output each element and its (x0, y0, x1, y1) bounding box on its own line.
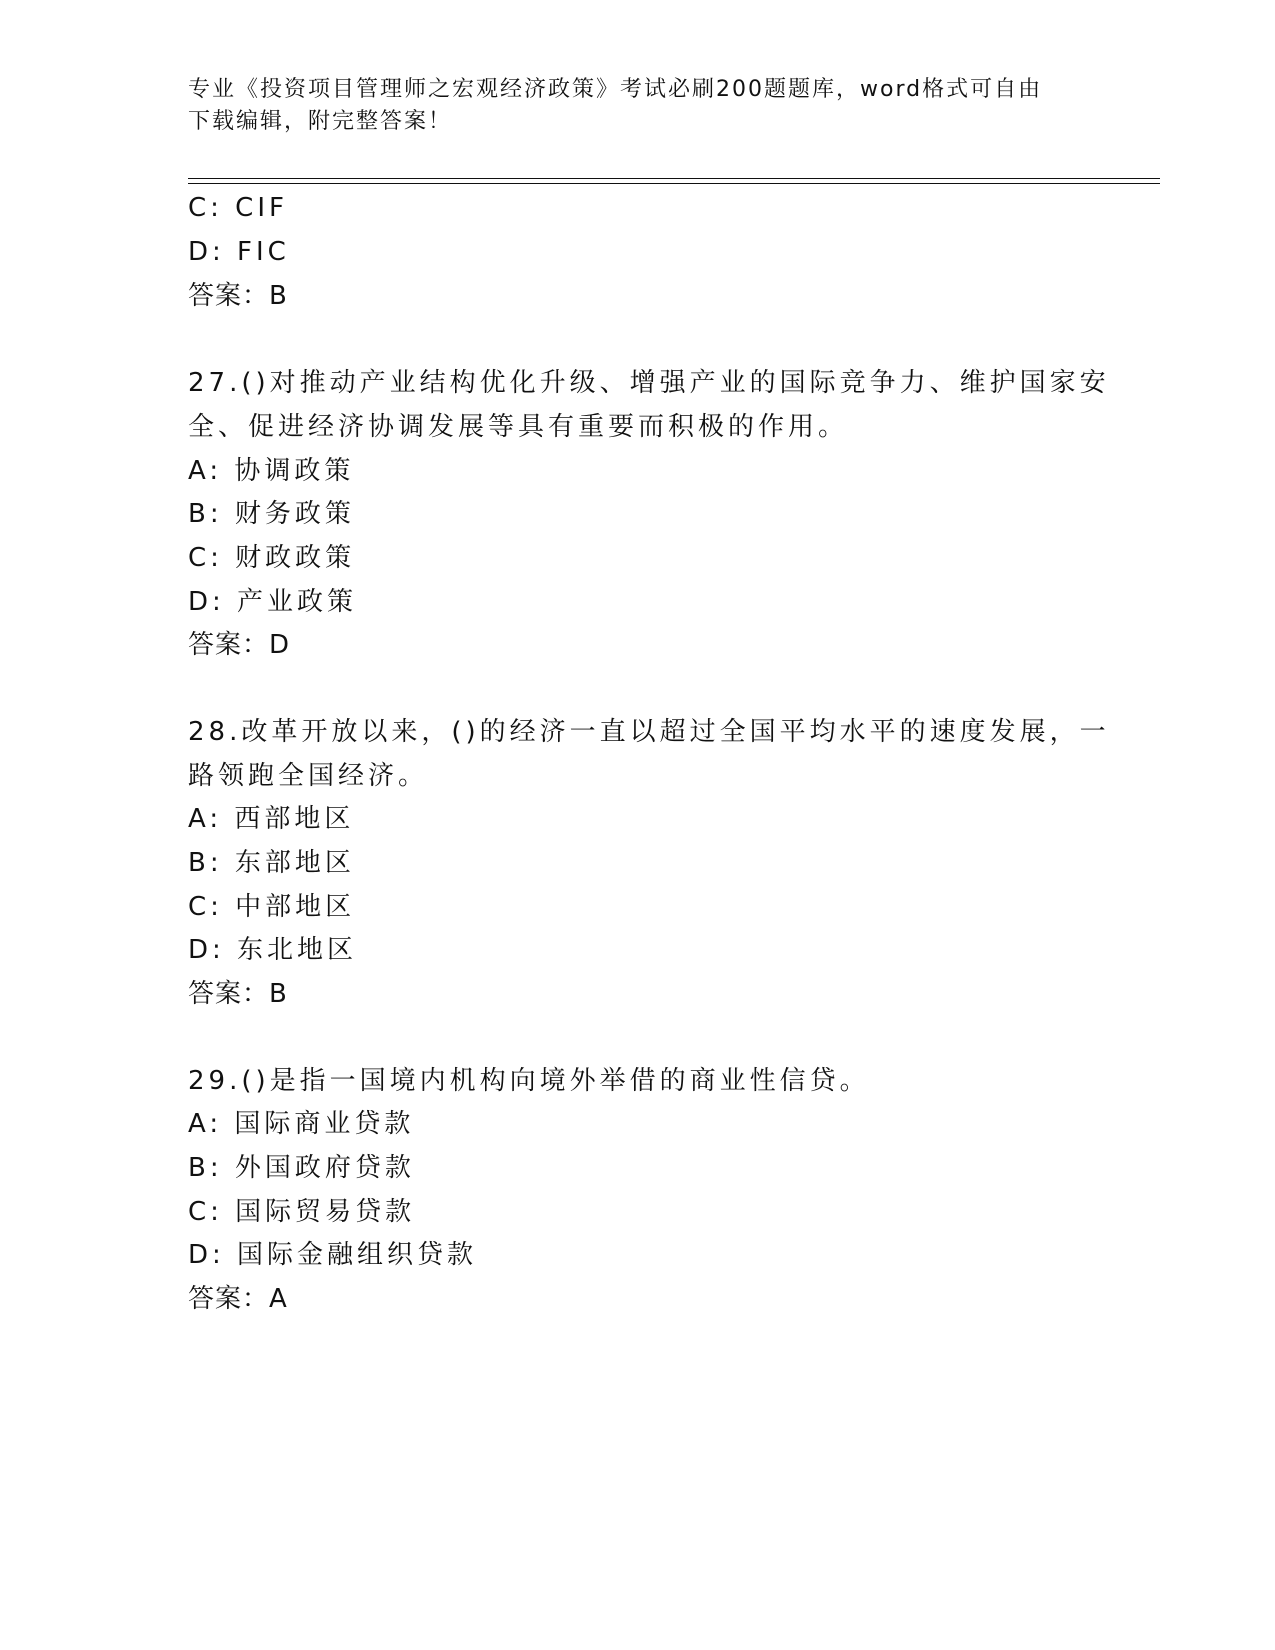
q27-stem-line-2: 全、促进经济协调发展等具有重要而积极的作用。 (188, 412, 849, 442)
q28-stem-line-1: 28.改革开放以来，()的经济一直以超过全国平均水平的速度发展，一 (188, 717, 1110, 747)
q29-option-d: D: 国际金融组织贷款 (188, 1240, 478, 1270)
prev-option-c: C: CIF (188, 193, 288, 223)
q29-option-c: C: 国际贸易贷款 (188, 1197, 416, 1227)
q28-option-c: C: 中部地区 (188, 892, 356, 922)
q27-option-b: B: 财务政策 (188, 499, 355, 529)
q28-answer: 答案：B (188, 979, 288, 1009)
prev-answer: 答案：B (188, 281, 288, 311)
q29-option-a: A: 国际商业贷款 (188, 1109, 415, 1139)
q28-option-a: A: 西部地区 (188, 804, 355, 834)
q27-option-d: D: 产业政策 (188, 587, 358, 617)
header-divider-top (188, 178, 1160, 179)
q28-stem-line-2: 路领跑全国经济。 (188, 761, 429, 791)
header-line-1: 专业《投资项目管理师之宏观经济政策》考试必刷200题题库，word格式可自由 (188, 77, 1043, 102)
q29-option-b: B: 外国政府贷款 (188, 1153, 415, 1183)
header-line-2: 下载编辑，附完整答案！ (188, 109, 453, 134)
document-header (188, 74, 1088, 138)
header-divider-bottom (188, 183, 1160, 184)
q29-stem-line-1: 29.()是指一国境内机构向境外举借的商业性信贷。 (188, 1066, 870, 1096)
q28-option-d: D: 东北地区 (188, 935, 358, 965)
q27-answer: 答案：D (188, 630, 291, 660)
q29-answer: 答案：A (188, 1284, 288, 1314)
q27-stem-line-1: 27.()对推动产业结构优化升级、增强产业的国际竞争力、维护国家安 (188, 368, 1110, 398)
prev-option-d: D: FIC (188, 237, 290, 267)
q27-option-a: A: 协调政策 (188, 456, 355, 486)
q27-option-c: C: 财政政策 (188, 543, 356, 573)
q28-option-b: B: 东部地区 (188, 848, 355, 878)
